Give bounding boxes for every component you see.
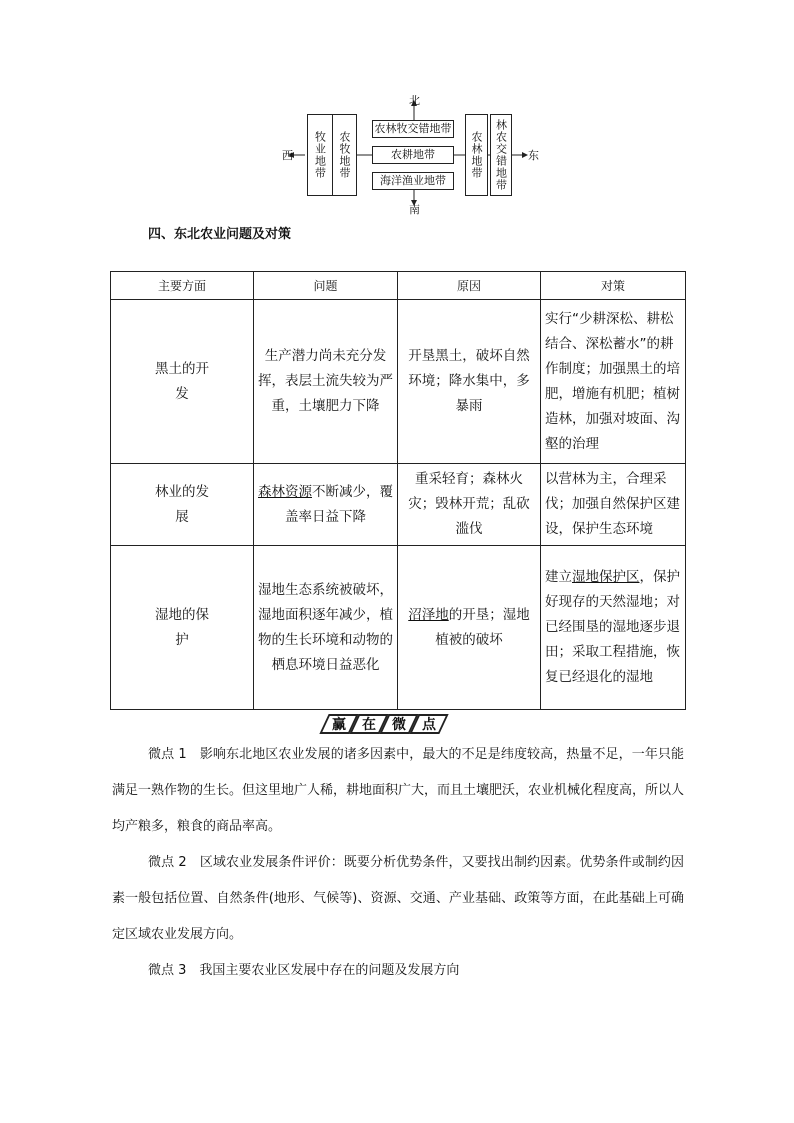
micro-point-2-text: 微点 2 区域农业发展条件评价：既要分析优势条件，又要找出制约因素。优势条件或制约因素一般包括位置、自然条件(地形、气候等)、资源、交通、产业基础、政策等方面，在此基础上可确定区域农业发展方向。	[112, 855, 684, 942]
section-heading: 四、东北农业问题及对策	[148, 227, 292, 242]
problem-text: 不断减少，覆盖率日益下降	[285, 483, 393, 525]
forest-agro-mixed-zone-box	[490, 114, 512, 196]
problem-cell	[254, 464, 398, 546]
header-problem: 问题	[254, 272, 398, 300]
cause-cell: 开垦黑土，破坏自然环境；降水集中，多暴雨	[398, 300, 541, 464]
banner-chevron	[414, 713, 444, 735]
agro-pastoral-zone-label: 农牧地带	[338, 131, 351, 179]
underlined-term: 森林资源	[258, 483, 312, 500]
micro-point-3	[112, 953, 684, 989]
cause-cell	[398, 546, 541, 710]
pastoral-zone-box	[307, 114, 333, 196]
aspect-cell: 林业的发展	[111, 464, 254, 546]
agricultural-zones-diagram	[270, 88, 540, 216]
banner-char: 微	[392, 717, 406, 733]
south-label: 南	[409, 203, 420, 216]
banner-char: 在	[362, 717, 376, 733]
cause-text: 的开垦；湿地植被的破坏	[435, 606, 530, 648]
micro-point-1	[112, 737, 684, 845]
agro-forest-zone-box	[465, 114, 488, 196]
underlined-term: 湿地保护区	[572, 569, 640, 585]
banner-char: 赢	[332, 717, 346, 733]
micro-point-3-text: 微点 3 我国主要农业区发展中存在的问题及发展方向	[148, 963, 460, 978]
cause-cell: 重采轻育；森林火灾；毁林开荒；乱砍滥伐	[398, 464, 541, 546]
header-cause: 原因	[398, 272, 541, 300]
header-measure: 对策	[541, 272, 686, 300]
north-label: 北	[409, 94, 420, 107]
marine-fishery-zone-box: 海洋渔业地带	[372, 172, 454, 190]
pastoral-zone-label: 牧业地带	[313, 131, 327, 179]
measure-cell: 以营林为主，合理采伐；加强自然保护区建设，保护生态环境	[541, 464, 686, 546]
table-row	[111, 300, 686, 464]
agro-forest-zone-label: 农林地带	[470, 131, 483, 179]
micro-point-1-text: 微点 1 影响东北地区农业发展的诸多因素中，最大的不足是纬度较高，热量不足，一年只能满足一熟作物的生长。但这里地广人稀，耕地面积广大，而且土壤肥沃，农业机械化程度高，所以人均产粮多，粮食的商品率高。	[112, 747, 685, 834]
banner-char: 点	[422, 717, 436, 733]
measure-cell	[541, 546, 686, 710]
measure-cell: 实行“少耕深松、耕松结合、深松蓄水”的耕作制度；加强黑土的培肥，增施有机肥；植树造林，加强对坡面、沟壑的治理	[541, 300, 686, 464]
aspect-cell: 黑土的开发	[111, 300, 254, 464]
table-row	[111, 464, 686, 546]
agro-pastoral-zone-box	[332, 114, 357, 196]
header-aspect: 主要方面	[111, 272, 254, 300]
table-row	[111, 546, 686, 710]
win-at-micro-points-banner	[324, 713, 444, 735]
problem-cell: 生产潜力尚未充分发挥，表层土流失较为严重，土壤肥力下降	[254, 300, 398, 464]
problem-cell: 湿地生态系统被破坏，湿地面积逐年减少，植物的生长环境和动物的栖息环境日益恶化	[254, 546, 398, 710]
underlined-term: 沼泽地	[408, 606, 449, 623]
table-header-row	[111, 272, 686, 300]
mixed-zone-box: 农林牧交错地带	[372, 120, 454, 138]
west-label: 西	[282, 149, 293, 162]
problems-measures-table	[110, 271, 686, 710]
micro-point-2	[112, 845, 684, 953]
east-label: 东	[528, 149, 539, 162]
forest-agro-mixed-zone-label: 林农交错地带	[494, 119, 508, 191]
aspect-cell: 湿地的保护	[111, 546, 254, 710]
farming-zone-box: 农耕地带	[372, 146, 454, 164]
measure-prefix: 建立	[545, 569, 572, 585]
measure-text: ，保护好现存的天然湿地；对已经围垦的湿地逐步退田；采取工程措施，恢复已经退化的湿地	[545, 569, 680, 685]
